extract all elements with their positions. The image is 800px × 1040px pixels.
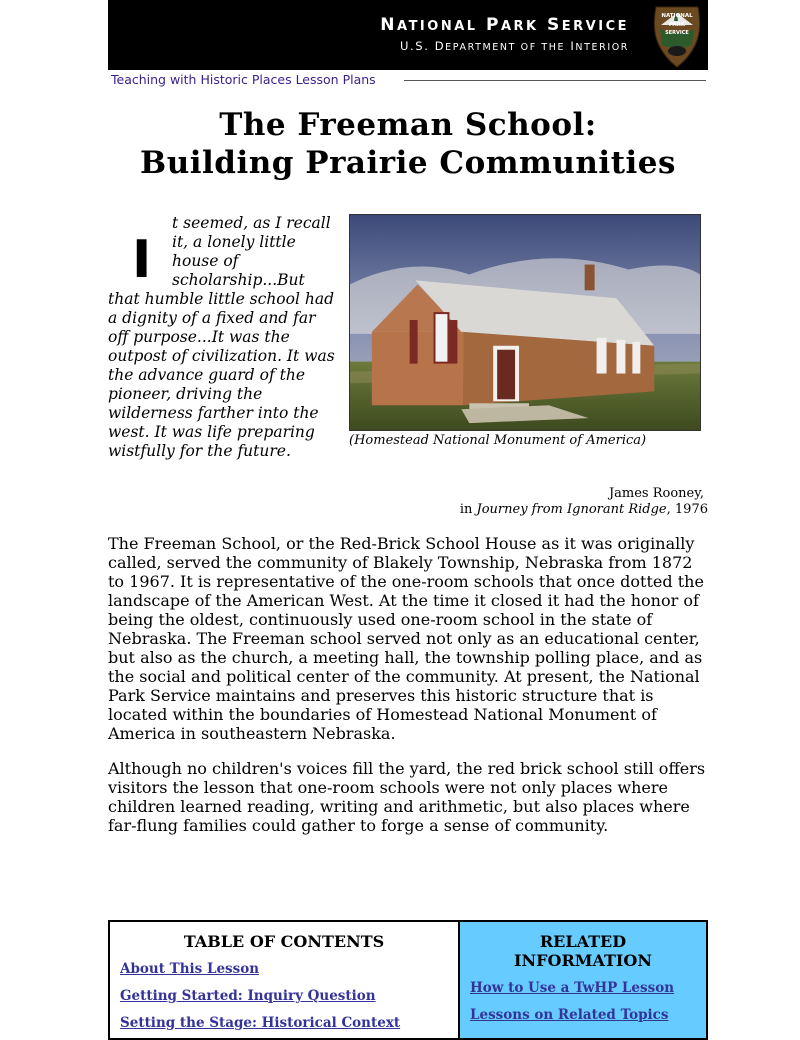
title-line-2: Building Prairie Communities <box>140 145 676 181</box>
quote-text: t seemed, as I recall it, a lonely little house of scholarship...But that humble little school had a dignity of a fixed and far off purpose...It was the outpost of civilization. It was the advance guard of the pioneer, driving the wilderness farther into the west. It was life preparing wistfully for the future. <box>108 214 335 460</box>
title-line-1: The Freeman School: <box>219 107 597 143</box>
toc-heading: TABLE OF CONTENTS <box>183 932 385 951</box>
school-photo-figure <box>349 214 701 448</box>
related-information <box>460 922 706 1038</box>
lesson-navigation-table <box>108 920 708 1040</box>
nps-header-banner[interactable] <box>108 0 708 70</box>
toc-link-getting-started[interactable]: Getting Started: Inquiry Question <box>120 988 376 1004</box>
drop-cap: I <box>132 230 152 290</box>
quote-attribution <box>108 486 708 518</box>
svg-text:NATIONAL: NATIONAL <box>661 13 693 19</box>
intro-section <box>108 214 708 476</box>
series-banner <box>108 72 708 92</box>
agency-name: NATIONAL PARK SERVICE <box>380 15 629 35</box>
attribution-source: in Journey from Ignorant Ridge, 1976 <box>459 502 708 517</box>
nps-arrowhead-logo-icon[interactable] <box>650 3 704 69</box>
freeman-school-photo <box>349 214 701 431</box>
photo-caption: (Homestead National Monument of America) <box>349 433 647 448</box>
series-label[interactable]: Teaching with Historic Places Lesson Plans <box>111 72 376 87</box>
series-divider <box>404 80 706 81</box>
opening-quote <box>108 214 340 461</box>
attribution-author: James Rooney, <box>608 486 704 501</box>
body-paragraph-2: Although no children's voices fill the yard, the red brick school still offers visitors the lesson that one-room schools were not only places where children learned reading, writing and arithmetic, but also places where far-flung families could gather to forge a sense of community. <box>108 759 706 835</box>
related-link-related-topics[interactable]: Lessons on Related Topics <box>470 1007 669 1023</box>
page-container <box>108 0 708 835</box>
toc-link-about[interactable]: About This Lesson <box>120 961 260 977</box>
svg-text:PARK: PARK <box>668 22 686 28</box>
department-name: U.S. DEPARTMENT OF THE INTERIOR <box>400 39 629 53</box>
table-of-contents <box>110 922 460 1038</box>
attribution-work: Journey from Ignorant Ridge <box>476 502 667 517</box>
svg-text:SERVICE: SERVICE <box>665 30 689 36</box>
toc-link-setting-the-stage[interactable]: Setting the Stage: Historical Context <box>120 1015 401 1031</box>
body-paragraph-1: The Freeman School, or the Red-Brick School House as it was originally called, served the community of Blakely Township, Nebraska from 1872 to 1967. It is representative of the one-room schools that once dotted the landscape of the American West. At the time it closed it had the honor of being the oldest, continuously used one-room school in the state of Nebraska. The Freeman school served not only as an educational center, but also as the church, a meeting hall, the township polling place, and as the social and political center of the community. At present, the National Park Service maintains and preserves this historic structure that is located within the boundaries of Homestead National Monument of America in southeastern Nebraska. <box>108 534 704 743</box>
page-title <box>108 106 708 182</box>
related-link-how-to-use[interactable]: How to Use a TwHP Lesson <box>470 980 675 996</box>
related-heading: RELATED INFORMATION <box>514 932 652 970</box>
